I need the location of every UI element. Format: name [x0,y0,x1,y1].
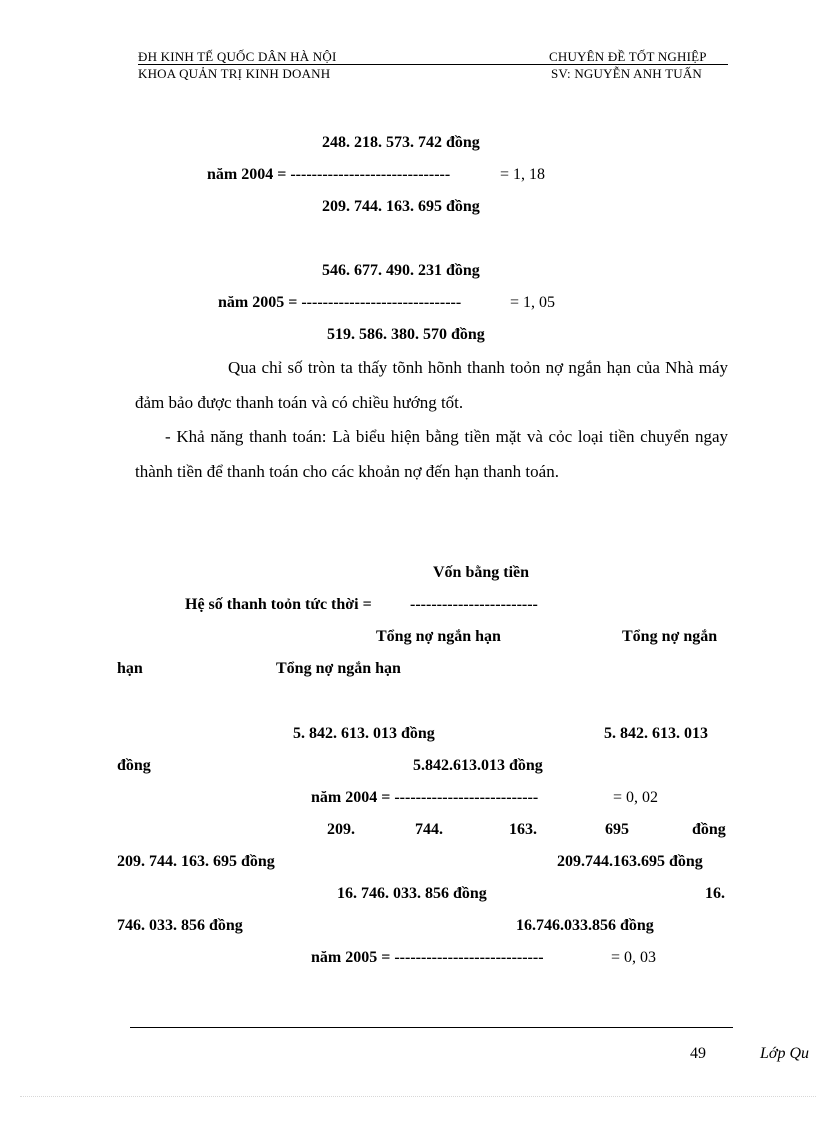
header-faculty: KHOA QUẢN TRỊ KINH DOANH [138,66,331,81]
calc-2005-wrap: 746. 033. 856 đồng [117,917,243,934]
page-number: 49 [690,1045,706,1062]
formula-2005-numerator: 546. 677. 490. 231 đồng [322,262,480,279]
formula-2005-denominator: 519. 586. 380. 570 đồng [327,326,485,343]
calc-2004-numerator: 5. 842. 613. 013 đồng [293,725,435,742]
paragraph-conclusion: Qua chỉ số tròn ta thấy tõnh hõnh thanh toỏn nợ ngắn hạn của Nhà máy đảm bảo được thanh toán và có chiều hướng tốt. [135,358,728,412]
calc-2004-result: = 0, 02 [613,789,659,806]
quick-ratio-label: Hệ số thanh toỏn tức thời = [185,596,372,613]
calc-2004-denominator-part: 695 [605,821,629,838]
calc-2004-denominator-dup2: 209.744.163.695 đồng [557,853,703,870]
calc-2004-denominator-part: đồng [692,821,726,838]
calc-2005-result: = 0, 03 [611,949,657,966]
quick-ratio-denominator-dup2: Tổng nợ ngắn hạn [276,660,401,677]
calc-2005-numerator-dup2: 16.746.033.856 đồng [516,917,654,934]
calc-2005-numerator: 16. 746. 033. 856 đồng [337,885,487,902]
calc-2004-numerator-dup: 5. 842. 613. 013 [604,725,708,742]
calc-2004-denominator-part: 744. [415,821,443,838]
footer-divider [130,1027,733,1028]
header-student: SV: NGUYỄN ANH TUẤN [551,66,703,81]
page-edge-marker [20,1096,816,1097]
formula-2004-label: năm 2004 = ------------------------------ [207,166,451,183]
calc-2004-denominator-part: 163. [509,821,537,838]
formula-2004-result: = 1, 18 [500,166,546,183]
quick-ratio-dashes: ------------------------ [410,596,538,613]
calc-2004-denominator-dup: 209. 744. 163. 695 đồng [117,853,275,870]
calc-2004-label: năm 2004 = --------------------------- [311,789,539,806]
header-report-type: CHUYÊN ĐỀ TỐT NGHIỆP [549,49,707,64]
formula-2005-label: năm 2005 = ------------------------------ [218,294,462,311]
calc-2004-wrap: đồng [117,757,151,774]
header-university: ĐH KINH TẾ QUỐC DÂN HÀ NỘI [138,49,337,64]
paragraph-liquidity: - Khả năng thanh toán: Là biểu hiện bằng tiền mặt và cỏc loại tiền chuyển ngay thành tiền để thanh toán cho các khoản nợ đến hạn thanh toán. [135,427,728,481]
formula-2005-result: = 1, 05 [510,294,556,311]
formula-2004-denominator: 209. 744. 163. 695 đồng [322,198,480,215]
quick-ratio-wrap: hạn [117,660,143,677]
calc-2005-label: năm 2005 = ---------------------------- [311,949,544,966]
calc-2004-denominator-part: 209. [327,821,355,838]
quick-ratio-denominator: Tổng nợ ngắn hạn [376,628,501,645]
quick-ratio-numerator: Vốn bằng tiền [433,564,530,581]
calc-2004-numerator-dup2: 5.842.613.013 đồng [413,757,543,774]
quick-ratio-denominator-dup: Tổng nợ ngắn [622,628,718,645]
body-text [135,351,728,489]
footer-class-label: Lớp Qu [760,1045,809,1062]
calc-2005-numerator-dup: 16. [705,885,725,902]
header-divider [138,64,728,65]
formula-2004-numerator: 248. 218. 573. 742 đồng [322,134,480,151]
